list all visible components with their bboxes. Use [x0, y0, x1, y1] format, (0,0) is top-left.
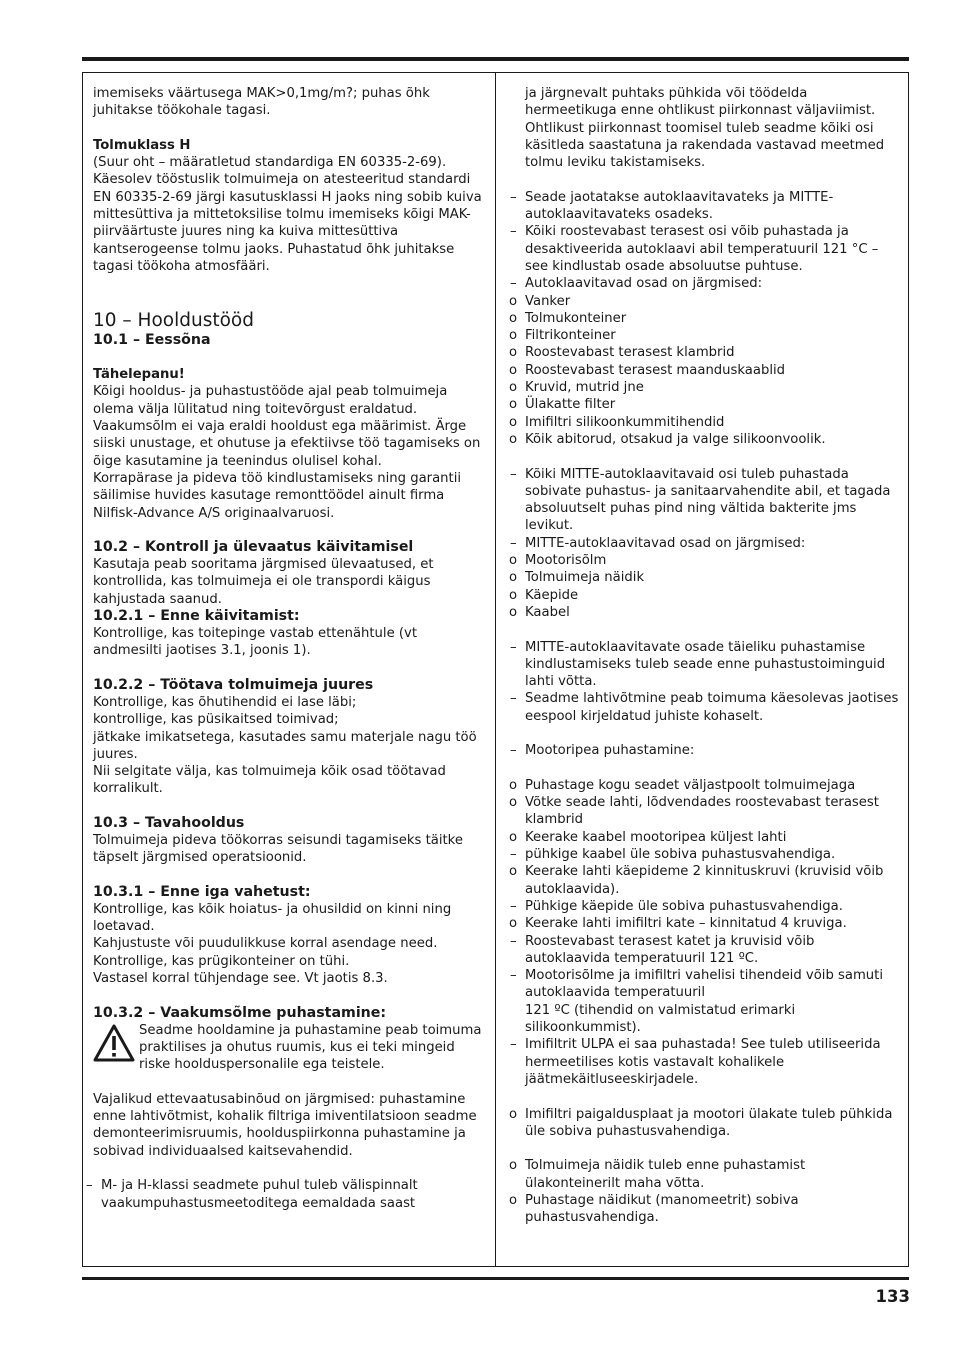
- section-10-2-2-title: 10.2.2 – Töötava tolmuimeja juures: [93, 676, 374, 693]
- right-column: [503, 85, 903, 1227]
- list-item-text: Autoklaavitavad osad on järgmised:: [525, 276, 763, 292]
- non-autoclavable-parts-list: [503, 552, 903, 621]
- dash-marker: –: [510, 639, 517, 655]
- bullet-marker: o: [509, 293, 518, 309]
- section-10-3-text: Tolmuimeja pideva töökorras seisundi tagamiseks täitke täpselt järgmised operatsioonid.: [93, 832, 463, 866]
- section-10-2-title: 10.2 – Kontroll ja ülevaatus käivitamisel: [93, 539, 414, 556]
- list-item: [503, 569, 903, 586]
- list-item: [503, 535, 903, 552]
- dash-marker: –: [510, 535, 517, 551]
- list-item: [503, 396, 903, 413]
- list-item-text: Seade jaotatakse autoklaavitavateks ja MITTE-autoklaavitavateks osadeks.: [525, 189, 834, 223]
- bullet-marker: o: [509, 916, 518, 932]
- autoclavable-parts-list: [503, 293, 903, 449]
- left-column: [86, 85, 485, 1212]
- list-item-text-part: 121 ºC (tihendid on valmistatud erimarki silikoonkummist).: [525, 1002, 796, 1036]
- bullet-marker: o: [509, 414, 518, 430]
- list-item-text: Imifiltrit ULPA ei saa puhastada! See tuleb utiliseerida hermeetilises kotis vastavalt kohalikele jäätmekäitluseeskirjadele.: [525, 1037, 881, 1087]
- list-item-text: Kaabel: [525, 604, 570, 620]
- list-item: [503, 690, 903, 725]
- list-item: [503, 1106, 903, 1141]
- dash-marker: –: [510, 847, 517, 863]
- list-item-text: Võtke seade lahti, lõdvendades roostevabast terasest klambrid: [525, 795, 879, 828]
- section-10-2-1-title: 10.2.1 – Enne käivitamist:: [93, 608, 300, 625]
- dash-marker: –: [510, 968, 517, 984]
- list-item: [503, 552, 903, 569]
- list-item-text: Filtrikonteiner: [525, 328, 616, 344]
- precautions-text: Vajalikud ettevaatusabinõud on järgmised: puhastamine enne lahtivõtmist, kohalik filtriga imiventilatsioon seadme demonteerimisruumis, hoolduspiirkonna puhastamine ja sobivad individuaalsed kaitsevahendid.: [93, 1091, 477, 1159]
- dash-marker: –: [510, 898, 517, 914]
- warning-text: Seadme hooldamine ja puhastamine peab toimuma praktilises ja ohutus ruumis, kus ei teki mingeid riske hoolduspersonalile ega teistele.: [139, 1022, 482, 1073]
- list-item: [503, 604, 903, 621]
- list-item: [503, 863, 903, 898]
- list-item: [503, 327, 903, 344]
- dash-marker: –: [510, 466, 517, 482]
- page-number: 133: [875, 1287, 910, 1306]
- bullet-marker: o: [509, 431, 518, 447]
- list-item: [503, 362, 903, 379]
- list-item: [503, 1036, 903, 1088]
- list-item-text: Keerake lahti imifiltri kate – kinnitatud 4 kruviga.: [525, 916, 847, 932]
- list-item: [503, 223, 903, 275]
- section-10-2-2-line: kontrollige, kas püsikaitsed toimivad;: [93, 712, 339, 728]
- dust-class-h-text: (Suur oht – määratletud standardiga EN 60335-2-69). Käesolev tööstuslik tolmuimeja on atesteeritud standardi EN 60335-2-69 järgi kasutusklassi H jaoks ning sobib kuiva mittesüttiva ja mittetoksilise tolmu imemiseks kõigi MAK-piirväärtuste juures ning ka kuiva mittesüttiva kantserogeense tolmu jaoks. Puhastatud õhk juhitakse tagasi töökoha atmosfääri.: [93, 155, 482, 274]
- bullet-marker: o: [509, 380, 518, 396]
- list-item: [503, 344, 903, 361]
- list-item: [503, 414, 903, 431]
- list-item-text-part: Mootorisõlme ja imifiltri vahelisi tihendeid võib samuti autoklaavida temperatuuril: [525, 968, 884, 1001]
- list-item-text: Tolmukonteiner: [525, 310, 627, 326]
- top-rule: [82, 57, 909, 61]
- list-item-text: Tolmuimeja näidik: [525, 570, 645, 586]
- list-item-text: Mootoripea puhastamine:: [525, 743, 695, 759]
- bullet-marker: o: [509, 777, 518, 793]
- list-item-text: Kõiki roostevabast terasest osi võib puhastada ja desaktiveerida autoklaavi abil temperatuuril 121 °C – see kindlustab osade absoluutse puhtuse.: [525, 224, 879, 274]
- list-item-text: M- ja H-klassi seadmete puhul tuleb välispinnalt vaakumpuhastusmeetoditega eemaldada saast: [101, 1178, 418, 1211]
- bullet-marker: o: [509, 587, 518, 603]
- list-item: [503, 275, 903, 292]
- list-item-text: Keerake lahti käepideme 2 kinnituskruvi (kruvisid võib autoklaavida).: [525, 864, 884, 897]
- bullet-marker: o: [509, 829, 518, 845]
- dash-marker: –: [510, 933, 517, 949]
- list-item: [503, 466, 903, 535]
- warning-triangle-icon: [93, 1022, 139, 1067]
- section-10-2-text: Kasutaja peab sooritama järgmised ülevaatused, et kontrollida, kas tolmuimeja ei ole transpordi käigus kahjustada saanud.: [93, 557, 434, 607]
- section-10-3-title: 10.3 – Tavahooldus: [93, 814, 245, 831]
- list-item: [503, 431, 903, 448]
- dash-marker: –: [86, 1178, 93, 1194]
- bullet-marker: o: [509, 345, 518, 361]
- list-item-text: Kõiki MITTE-autoklaavitavaid osi tuleb puhastada sobivate puhastus- ja sanitaarvahendite abil, et tagada absoluutselt puhas pind ning vältida bakterite jms levikut.: [525, 466, 891, 534]
- list-item: [503, 1157, 903, 1192]
- list-item-text: Keerake kaabel mootoripea küljest lahti: [525, 829, 787, 845]
- dash-marker: –: [510, 1037, 517, 1053]
- section-10-3-1-line: Kontrollige, kas prügikonteiner on tühi.: [93, 953, 350, 969]
- note-text-2: Korrapärase ja pideva töö kindlustamiseks ning garantii säilimise huvides kasutage remonttöödel ainult firma Nilfisk-Advance A/S originaalvaruosi.: [93, 470, 462, 521]
- list-item-text: Roostevabast terasest maanduskaablid: [525, 362, 786, 378]
- section-10-1-title: 10.1 – Eessõna: [93, 331, 211, 348]
- bullet-marker: o: [509, 310, 518, 326]
- list-item: [503, 967, 903, 1036]
- list-item: [503, 742, 903, 759]
- content-frame: [82, 72, 909, 1267]
- dash-marker: –: [510, 189, 517, 205]
- list-item-text: Kruvid, mutrid jne: [525, 380, 644, 396]
- section-10-2-2-line: jätkake imikatsetega, kasutades samu materjale nagu töö juures.: [93, 729, 477, 762]
- bottom-rule: [82, 1277, 909, 1280]
- list-item-text: Roostevabast terasest klambrid: [525, 345, 735, 361]
- list-item-text: Puhastage kogu seadet väljastpoolt tolmuimejaga: [525, 777, 856, 793]
- list-item-text: Ülakatte filter: [525, 397, 616, 413]
- bullet-marker: o: [509, 328, 518, 344]
- dust-class-h-title: Tolmuklass H: [93, 137, 191, 153]
- bullet-marker: o: [509, 864, 518, 880]
- list-item: [503, 639, 903, 691]
- list-item-text: Imifiltri paigaldusplaat ja mootori ülakate tuleb pühkida üle sobiva puhastusvahendiga.: [525, 1106, 893, 1139]
- section-10-2-2-line: Nii selgitate välja, kas tolmuimeja kõik osad töötavad korralikult.: [93, 764, 446, 797]
- section-10-2-1-text: Kontrollige, kas toitepinge vastab ettenähtule (vt andmesilti jaotises 3.1, joonis 1).: [93, 626, 418, 659]
- section-10-3-1-line: Kontrollige, kas kõik hoiatus- ja ohusildid on kinni ning loetavad.: [93, 901, 452, 935]
- list-item-text: [525, 967, 903, 1036]
- list-item-text: Mootorisõlm: [525, 553, 607, 569]
- bullet-marker: o: [509, 570, 518, 586]
- list-item: [503, 293, 903, 310]
- list-item: [503, 189, 903, 224]
- list-item-text: Seadme lahtivõtmine peab toimuma käesolevas jaotises eespool kirjeldatud juhiste kohaselt.: [525, 691, 899, 724]
- list-item: [503, 379, 903, 396]
- bullet-marker: o: [509, 553, 518, 569]
- list-item: [503, 933, 903, 968]
- dash-marker: –: [510, 743, 517, 759]
- column-divider: [495, 73, 496, 1266]
- list-item: [503, 777, 903, 794]
- list-item-text: Vanker: [525, 293, 571, 309]
- bullet-marker: o: [509, 1158, 518, 1174]
- list-item-text: Tolmuimeja näidik tuleb enne puhastamist ülakonteinerilt maha võtta.: [525, 1158, 806, 1191]
- list-item-text: Käepide: [525, 587, 579, 603]
- bullet-marker: o: [509, 397, 518, 413]
- note-title: Tähelepanu!: [93, 367, 185, 383]
- list-item: [503, 829, 903, 846]
- list-item-text: MITTE-autoklaavitavate osade täieliku puhastamise kindlustamiseks tuleb seade enne puhastustoiminguid lahti võtta.: [525, 639, 886, 690]
- bullet-marker: o: [509, 1193, 518, 1208]
- section-10-title: 10 – Hooldustööd: [93, 309, 254, 331]
- list-item: [503, 1192, 903, 1227]
- list-item-text: MITTE-autoklaavitavad osad on järgmised:: [525, 535, 806, 551]
- list-item: [503, 587, 903, 604]
- bullet-marker: o: [509, 362, 518, 378]
- intro-text: imemiseks väärtusega MAK>0,1mg/m?; puhas õhk juhitakse töökohale tagasi.: [93, 86, 430, 119]
- list-item-text: Imifiltri silikoonkummitihendid: [525, 414, 725, 430]
- list-item: [503, 846, 903, 863]
- warning-block: [93, 1022, 485, 1074]
- section-10-2-2-line: Kontrollige, kas õhutihendid ei lase läbi;: [93, 694, 357, 710]
- dash-marker: –: [510, 276, 517, 292]
- dash-marker: –: [510, 691, 517, 707]
- list-item: [79, 1177, 485, 1212]
- continued-text: ja järgnevalt puhtaks pühkida või töödelda hermeetikuga enne ohtlikust piirkonnast väljaviimist. Ohtlikust piirkonnast toomisel tuleb seadme kõiki osi käsitleda saastatuna ja rakendada vastavad meetmed tolmu leviku takistamiseks.: [525, 86, 885, 171]
- bullet-marker: o: [509, 604, 518, 620]
- list-item: [503, 794, 903, 829]
- list-item-text: pühkige kaabel üle sobiva puhastusvahendiga.: [525, 847, 836, 863]
- list-item-text: Kõik abitorud, otsakud ja valge silikoonvoolik.: [525, 431, 826, 447]
- dash-marker: –: [510, 224, 517, 240]
- list-item: [503, 898, 903, 915]
- section-10-3-1-line: Kahjustuste või puudulikkuse korral asendage need.: [93, 936, 438, 952]
- list-item-text: Puhastage näidikut (manomeetrit) sobiva puhastusvahendiga.: [525, 1193, 799, 1226]
- bullet-marker: o: [509, 795, 518, 811]
- bullet-marker: o: [509, 1106, 518, 1122]
- section-10-3-2-title: 10.3.2 – Vaakumsõlme puhastamine:: [93, 1004, 387, 1021]
- section-10-3-1-line: Vastasel korral tühjendage see. Vt jaotis 8.3.: [93, 971, 388, 987]
- list-item-text: Roostevabast terasest katet ja kruvisid võib autoklaavida temperatuuril 121 ºC.: [525, 933, 815, 966]
- list-item: [503, 915, 903, 932]
- list-item-text: Pühkige käepide üle sobiva puhastusvahendiga.: [525, 898, 843, 914]
- note-text-1: Kõigi hooldus- ja puhastustööde ajal peab tolmuimeja olema välja lülitatud ning toitevõrgust eraldatud. Vaakumsõlm ei vaja eraldi hooldust ega määrimist. Ärge siiski unustage, et ohutuse ja efektiivse töö tagamiseks on õige kasutamine ja teenindus olulisel kohal.: [93, 384, 481, 469]
- list-item: [503, 310, 903, 327]
- section-10-3-1-title: 10.3.1 – Enne iga vahetust:: [93, 883, 311, 900]
